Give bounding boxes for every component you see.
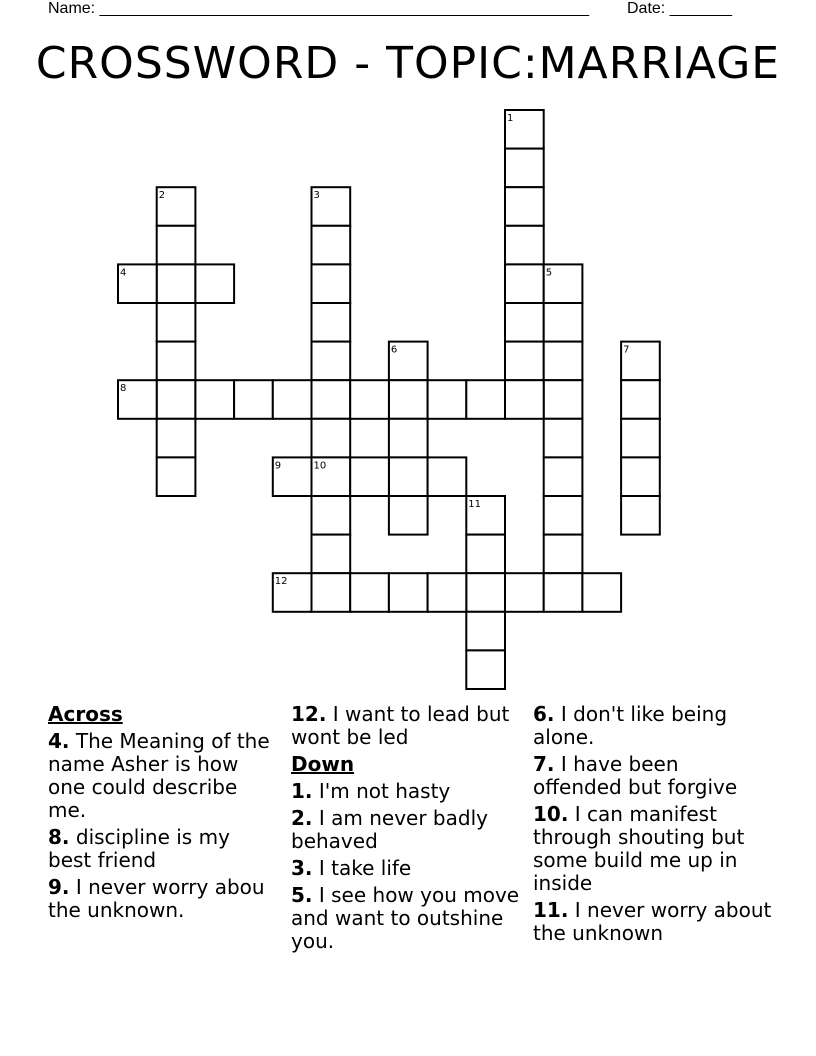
grid-cell[interactable]: [312, 573, 351, 612]
grid-cell[interactable]: [428, 457, 467, 496]
grid-cell[interactable]: [621, 380, 660, 419]
clue-text: I'm not hasty: [318, 779, 451, 803]
clue-down-3: [291, 857, 523, 880]
grid-cell[interactable]: [505, 149, 544, 188]
name-field[interactable]: Name: _______________________________________________________: [48, 0, 589, 17]
clues-column-1: [48, 703, 278, 926]
clue-text: I never worry abou the unknown.: [48, 875, 265, 922]
clue-number-label: 11: [468, 499, 482, 510]
clue-number-label: 8: [120, 383, 127, 395]
clue-number: 8.: [48, 825, 70, 849]
grid-cell[interactable]: [350, 380, 389, 419]
grid-cell[interactable]: [505, 303, 544, 342]
down-heading: Down: [291, 752, 355, 776]
clue-across-9: [48, 876, 278, 922]
grid-cell[interactable]: [621, 419, 660, 458]
clue-number: 7.: [533, 752, 555, 776]
clue-number-label: 5: [545, 267, 553, 279]
grid-cell[interactable]: [389, 496, 428, 535]
page-title: CROSSWORD - TOPIC:MARRIAGE: [35, 38, 781, 89]
clue-number: 10.: [533, 802, 569, 826]
grid-cell[interactable]: [195, 380, 234, 419]
clue-number-label: 2: [158, 190, 166, 202]
grid-cell[interactable]: [428, 380, 467, 419]
grid-cell[interactable]: [389, 380, 428, 419]
grid-cell[interactable]: [582, 573, 621, 612]
clue-number-label: 9: [274, 460, 282, 472]
grid-cell[interactable]: [505, 226, 544, 265]
grid-cell[interactable]: [544, 419, 583, 458]
grid-cell[interactable]: [621, 457, 660, 496]
grid-cell[interactable]: [312, 380, 351, 419]
across-heading: Across: [48, 702, 123, 726]
grid-cell[interactable]: [350, 457, 389, 496]
clue-number-label: 12: [274, 576, 288, 588]
clues-column-3: [533, 703, 773, 949]
clue-number: 4.: [48, 729, 70, 753]
clue-number: 1.: [291, 779, 313, 803]
clue-number: 5.: [291, 883, 313, 907]
grid-cell[interactable]: [466, 380, 505, 419]
grid-cell[interactable]: [544, 496, 583, 535]
clue-down-10: [533, 803, 773, 895]
grid-cell[interactable]: [195, 264, 234, 303]
grid-cell[interactable]: [389, 457, 428, 496]
grid-cell[interactable]: [157, 457, 196, 496]
grid-cell[interactable]: [312, 303, 351, 342]
grid-cell[interactable]: [350, 573, 389, 612]
clue-number: 12.: [291, 702, 327, 726]
grid-cell[interactable]: [312, 496, 351, 535]
clue-text: discipline is my best friend: [48, 825, 230, 872]
grid-cell[interactable]: [466, 650, 505, 689]
clue-text: I see how you move and want to outshine you.: [291, 883, 520, 953]
clue-text: I never worry about the unknown: [533, 898, 772, 945]
clue-text: I don't like being alone.: [533, 702, 728, 749]
grid-cell[interactable]: [157, 264, 196, 303]
clue-text: I take life: [318, 856, 412, 880]
clue-text: I can manifest through shouting but some build me up in inside: [533, 802, 745, 895]
grid-cell[interactable]: [544, 573, 583, 612]
grid-cell[interactable]: [544, 342, 583, 381]
grid-cell[interactable]: [428, 573, 467, 612]
clue-across-8: [48, 826, 278, 872]
clue-number-label: 6: [390, 344, 398, 356]
grid-cell[interactable]: [544, 457, 583, 496]
grid-cell[interactable]: [312, 226, 351, 265]
grid-cell[interactable]: [312, 419, 351, 458]
clue-text: I have been offended but forgive: [533, 752, 738, 799]
grid-cell[interactable]: [157, 303, 196, 342]
grid-cell[interactable]: [389, 573, 428, 612]
clue-down-2: [291, 807, 523, 853]
clue-down-5: [291, 884, 523, 953]
grid-cell[interactable]: [157, 226, 196, 265]
grid-cell[interactable]: [157, 380, 196, 419]
clue-number: 9.: [48, 875, 70, 899]
clue-text: I am never badly behaved: [291, 806, 488, 853]
clue-number-label: 3: [313, 190, 320, 202]
clue-across-12: [291, 703, 523, 749]
grid-cell[interactable]: [389, 419, 428, 458]
clue-down-7: [533, 753, 773, 799]
clue-number-label: 1: [507, 113, 514, 124]
clue-text: The Meaning of the name Asher is how one could describe me.: [48, 729, 270, 822]
date-field[interactable]: Date: _______: [627, 0, 732, 17]
grid-cell[interactable]: [505, 264, 544, 303]
clue-number: 3.: [291, 856, 313, 880]
grid-cell[interactable]: [505, 380, 544, 419]
grid-cell[interactable]: [544, 380, 583, 419]
grid-cell[interactable]: [234, 380, 273, 419]
clue-number-label: 4: [120, 267, 127, 279]
clue-across-4: [48, 730, 278, 822]
grid-cell[interactable]: [312, 264, 351, 303]
grid-cell[interactable]: [505, 342, 544, 381]
clue-number: 2.: [291, 806, 313, 830]
grid-cell[interactable]: [157, 419, 196, 458]
clues-column-2: [291, 703, 523, 957]
grid-cell[interactable]: [312, 535, 351, 574]
grid-cell[interactable]: [544, 303, 583, 342]
clue-number-label: 7: [623, 344, 630, 356]
clue-number: 11.: [533, 898, 569, 922]
grid-cell[interactable]: [312, 342, 351, 381]
grid-cell[interactable]: [505, 187, 544, 226]
grid-cell[interactable]: [273, 380, 312, 419]
clue-number-label: 10: [313, 460, 327, 472]
grid-cell[interactable]: [621, 496, 660, 535]
clue-down-11: [533, 899, 773, 945]
grid-cell[interactable]: [505, 573, 544, 612]
clue-text: I want to lead but wont be led: [291, 702, 510, 749]
clue-number: 6.: [533, 702, 555, 726]
grid-cell[interactable]: [157, 342, 196, 381]
grid-cell[interactable]: [544, 535, 583, 574]
clue-down-6: [533, 703, 773, 749]
grid-cell[interactable]: [466, 535, 505, 574]
clue-down-1: [291, 780, 523, 803]
grid-cell[interactable]: [466, 573, 505, 612]
grid-cell[interactable]: [466, 612, 505, 651]
